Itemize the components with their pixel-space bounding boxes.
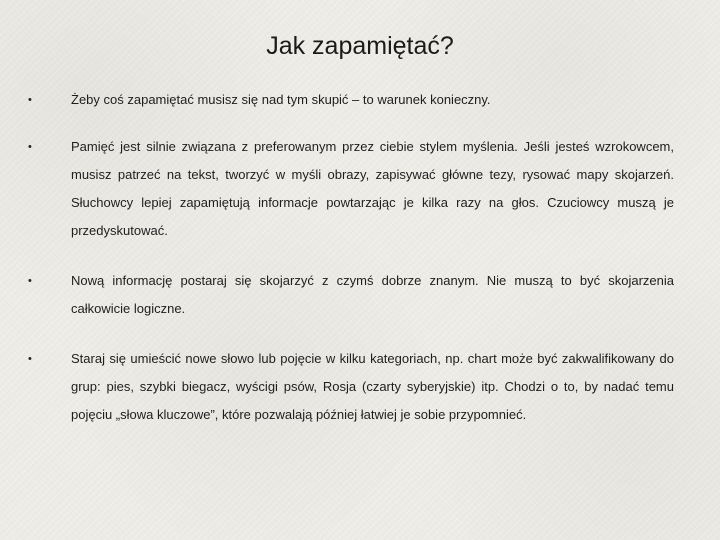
bullet-text: Nową informację postaraj się skojarzyć z czymś dobrze znanym. Nie muszą to być skojarzenia całkowicie logiczne. bbox=[71, 273, 674, 316]
bullet-icon: • bbox=[28, 141, 32, 153]
bullet-icon: • bbox=[28, 275, 32, 287]
slide-title: Jak zapamiętać? bbox=[266, 32, 454, 60]
bullet-text: Żeby coś zapamiętać musisz się nad tym skupić – to warunek konieczny. bbox=[71, 92, 491, 107]
bullet-icon: • bbox=[28, 353, 32, 365]
bullet-list bbox=[28, 86, 674, 429]
bullet-item-focus bbox=[28, 86, 674, 114]
bullet-item-association bbox=[28, 267, 674, 323]
bullet-item-categories bbox=[28, 345, 674, 429]
bullet-text: Staraj się umieścić nowe słowo lub pojęcie w kilku kategoriach, np. chart może być zakwalifikowany do grup: pies, szybki biegacz, wyścigi psów, Rosja (czarty syberyjskie) itp. Chodzi o to, by nadać temu pojęciu „słowa kluczowe”, które pozwalają później łatwiej je sobie przypomnieć. bbox=[71, 351, 674, 422]
bullet-item-thinking-style bbox=[28, 133, 674, 245]
bullet-icon: • bbox=[28, 94, 32, 106]
bullet-text: Pamięć jest silnie związana z preferowanym przez ciebie stylem myślenia. Jeśli jesteś wzrokowcem, musisz patrzeć na tekst, tworzyć w myśli obrazy, zapisywać główne tezy, rysować mapy skojarzeń. Słuchowcy lepiej zapamiętują informacje powtarzając je kilka razy na głos. Czuciowcy muszą je przedyskutować. bbox=[71, 139, 674, 238]
